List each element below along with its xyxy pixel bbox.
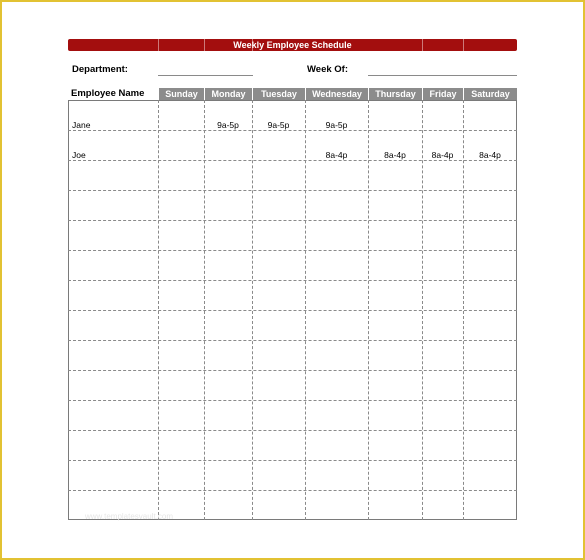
row-divider <box>68 220 517 221</box>
week-of-field[interactable] <box>368 75 517 76</box>
day-header-saturday: Saturday <box>463 88 517 100</box>
shift-cell[interactable]: 8a-4p <box>479 150 501 160</box>
row-divider <box>68 130 517 131</box>
day-header-monday: Monday <box>204 88 252 100</box>
department-field[interactable] <box>158 75 253 76</box>
employee-name-jane[interactable]: Jane <box>72 120 91 130</box>
row-divider <box>68 400 517 401</box>
row-divider <box>68 490 517 491</box>
row-divider <box>68 430 517 431</box>
row-divider <box>68 340 517 341</box>
day-header-friday: Friday <box>422 88 463 100</box>
employee-name-joe[interactable]: Joe <box>72 150 86 160</box>
row-divider <box>68 250 517 251</box>
row-divider <box>68 190 517 191</box>
week-of-label: Week Of: <box>307 64 349 75</box>
row-divider <box>68 460 517 461</box>
row-divider <box>68 370 517 371</box>
department-label: Department: <box>72 64 128 75</box>
shift-cell[interactable]: 8a-4p <box>431 150 454 160</box>
schedule-title: Weekly Employee Schedule <box>233 40 352 50</box>
day-header-tuesday: Tuesday <box>252 88 305 100</box>
row-divider <box>68 160 517 161</box>
watermark-text: www.templatesvault.com <box>85 512 174 521</box>
row-divider <box>68 310 517 311</box>
shift-cell[interactable]: 8a-4p <box>384 150 406 160</box>
shift-cell[interactable]: 9a-5p <box>325 120 348 130</box>
shift-cell[interactable]: 9a-5p <box>217 120 239 130</box>
row-divider <box>68 280 517 281</box>
day-header-thursday: Thursday <box>368 88 422 100</box>
employee-name-header: Employee Name <box>71 88 145 99</box>
day-header-wednesday: Wednesday <box>305 88 368 100</box>
shift-cell[interactable]: 9a-5p <box>267 120 290 130</box>
day-header-sunday: Sunday <box>158 88 204 100</box>
shift-cell[interactable]: 8a-4p <box>325 150 348 160</box>
